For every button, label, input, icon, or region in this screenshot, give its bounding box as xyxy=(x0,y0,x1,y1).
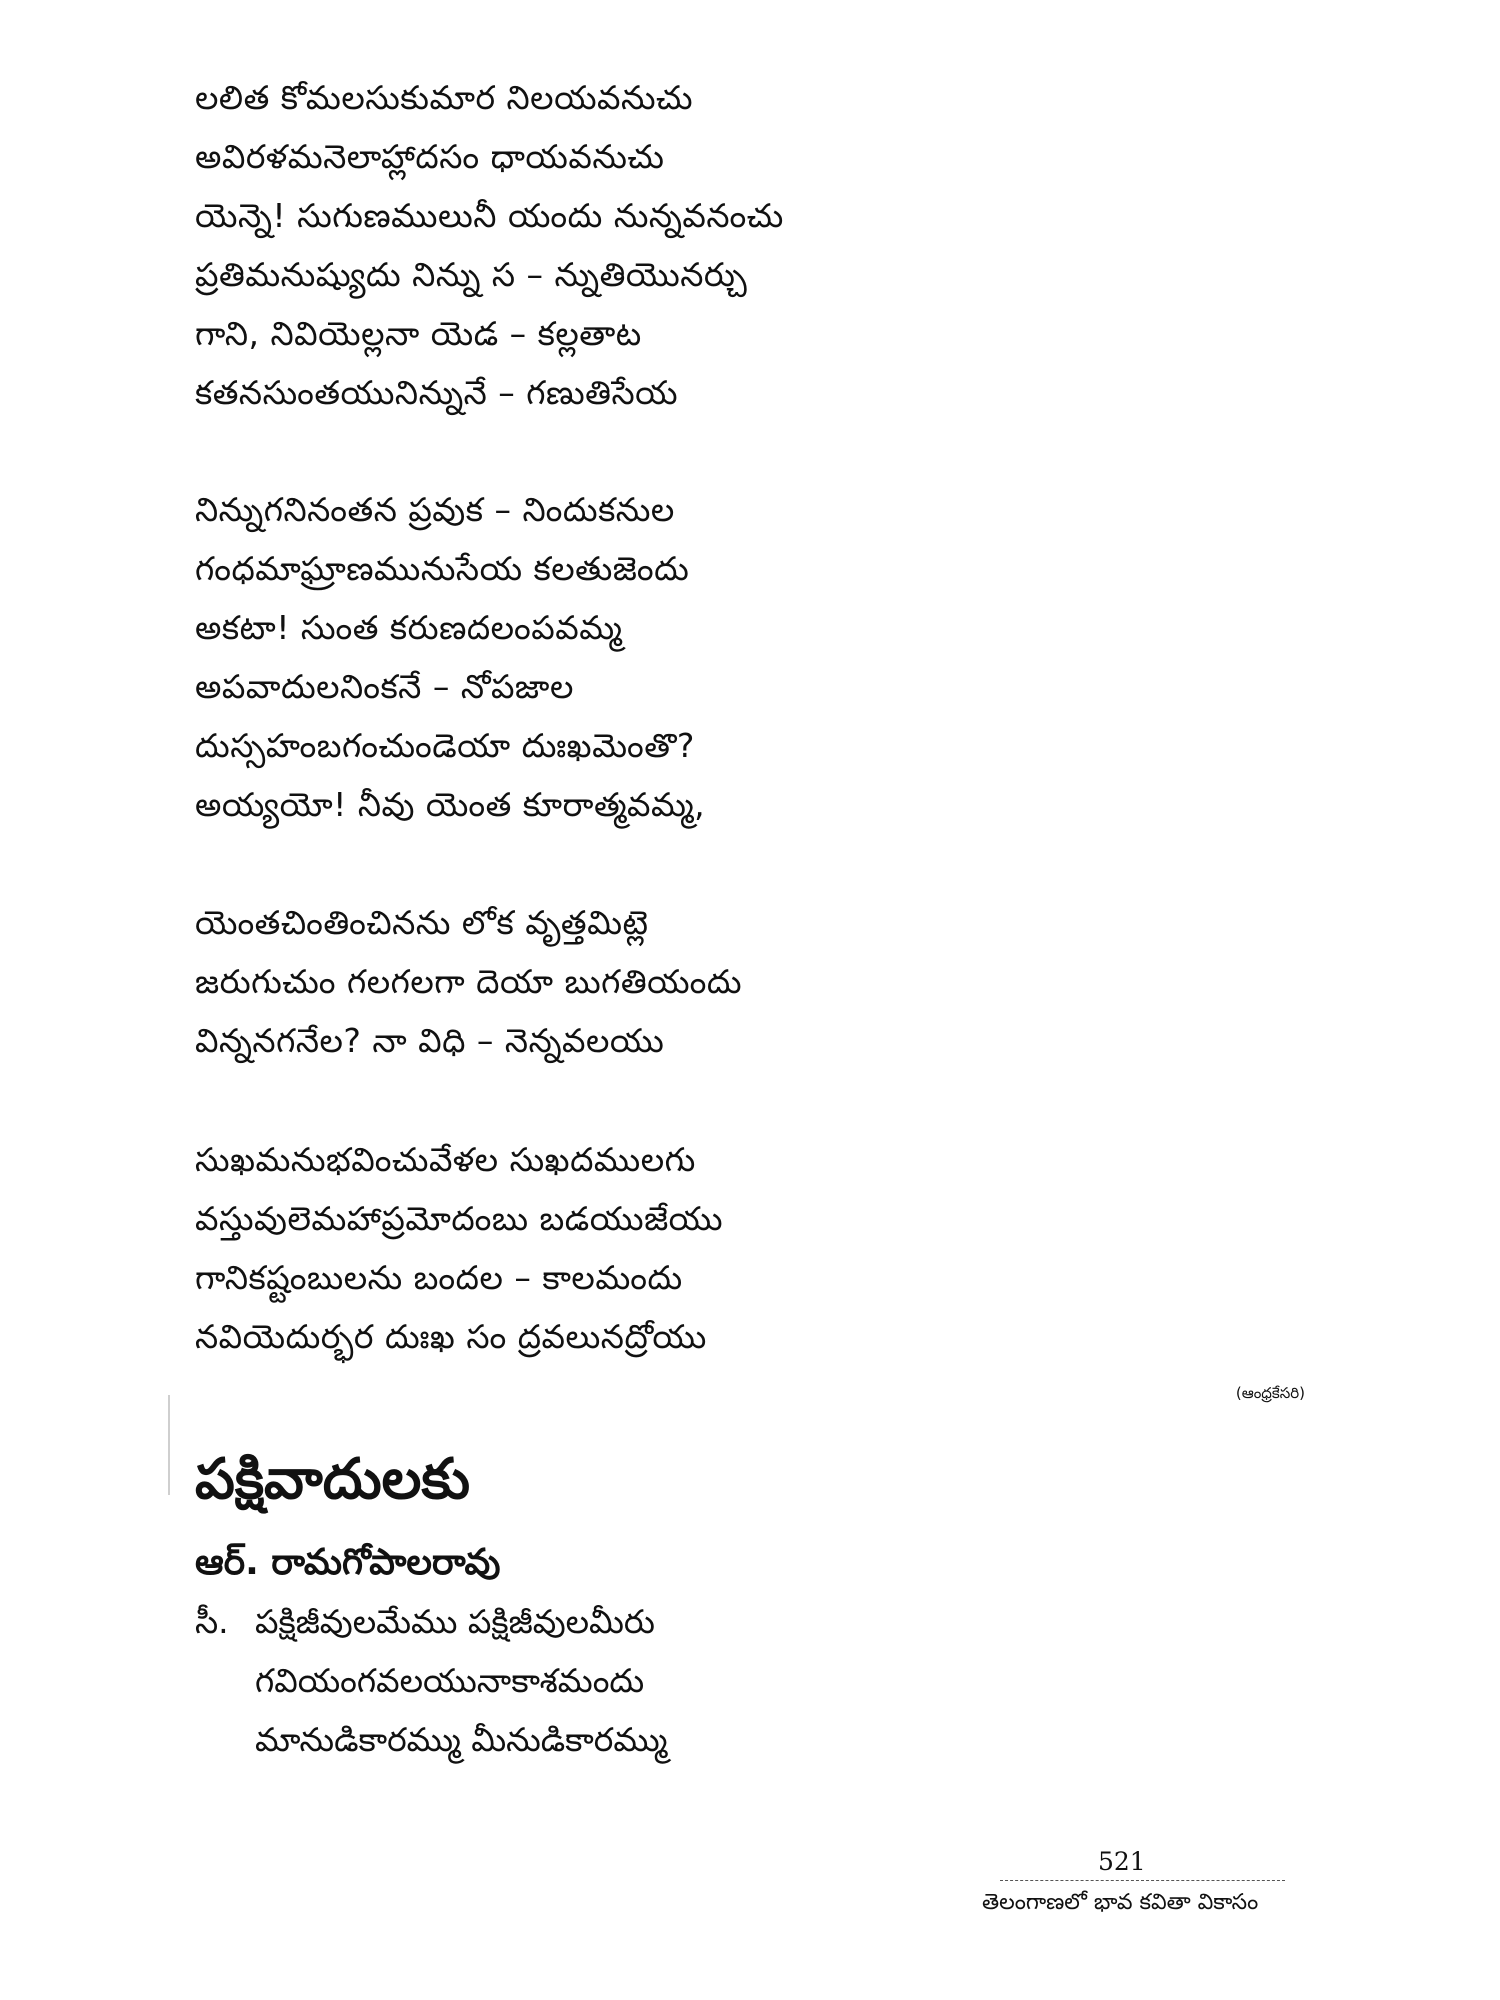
poem-line: యెన్నె! సుగుణములునీ యందు నున్నవనంచు xyxy=(195,196,784,235)
poem-line: గంధమాఘ్రాణమునుసేయ కలతుజెందు xyxy=(195,549,690,588)
poem-line: లలిత కోమలసుకుమార నిలయవనుచు xyxy=(195,78,694,117)
poem-line: గవియంగవలయునాకాశమందు xyxy=(255,1661,645,1700)
poem-line: అపవాదులనింకనే – నోపజాల xyxy=(195,667,574,706)
poem-line: అకటా! సుంత కరుణదలంపవమ్మ xyxy=(195,608,623,647)
poem-line: కతనసుంతయునిన్నునే – గణుతిసేయ xyxy=(195,373,679,412)
poem-line: దుస్సహంబగంచుండెయా దుఃఖమెంతొ? xyxy=(195,726,695,765)
poem-line: నిన్నుగనినంతన ప్రవుక – నిందుకనుల xyxy=(195,490,675,529)
stanza-4 xyxy=(195,1130,723,1366)
verse-marker: సీ. xyxy=(195,1602,229,1641)
footer-book-title: తెలంగాణలో భావ కవితా వికాసం xyxy=(982,1890,1259,1915)
poem-line: గాని, నివియెల్లనా యెడ – కల్లతాట xyxy=(195,314,642,353)
poem-line: మానుడికారమ్ము మీనుడికారమ్ము xyxy=(255,1720,668,1759)
margin-rule xyxy=(168,1395,170,1495)
page-number: 521 xyxy=(1098,1847,1146,1876)
poem-line: అయ్యయో! నీవు యెంత కూరాత్మవమ్మ, xyxy=(195,785,706,824)
stanza-1 xyxy=(195,68,784,422)
poem-line: వస్తువులెమహాప్రమోదంబు బడయుజేయు xyxy=(195,1199,724,1238)
stanza-3 xyxy=(195,893,742,1070)
stanza-2 xyxy=(195,480,705,834)
poem-line: విన్ననగనేల? నా విధి – నెన్నవలయు xyxy=(195,1021,665,1060)
poem-line: సుఖమనుభవించువేళల సుఖదములగు xyxy=(195,1140,696,1179)
source-note: (ఆంధ్రకేసరి) xyxy=(1235,1384,1305,1402)
poem-line: పక్షిజీవులమేము పక్షిజీవులమీరు xyxy=(255,1602,655,1641)
footer-rule xyxy=(1000,1880,1285,1881)
poem-line: అవిరళమనెలాహ్లాదసం ధాయవనుచు xyxy=(195,137,665,176)
poem-author: ఆర్. రామగోపాలరావు xyxy=(195,1542,501,1583)
poem-line: యెంతచింతించినను లోక వృత్తమిట్లె xyxy=(195,903,649,942)
poem-line: జరుగుచుం గలగలగా దెయా బుగతియందు xyxy=(195,962,743,1001)
poem-line: గానికష్టంబులను బందల – కాలమందు xyxy=(195,1258,683,1297)
poem-line: ప్రతిమనుష్యుదు నిన్ను స – న్నుతియొనర్చు xyxy=(195,255,748,294)
poem-line: నవియెదుర్భర దుఃఖ సం ద్రవలునద్రోయు xyxy=(195,1317,707,1356)
poem-title: పక్షివాదులకు xyxy=(195,1447,470,1512)
